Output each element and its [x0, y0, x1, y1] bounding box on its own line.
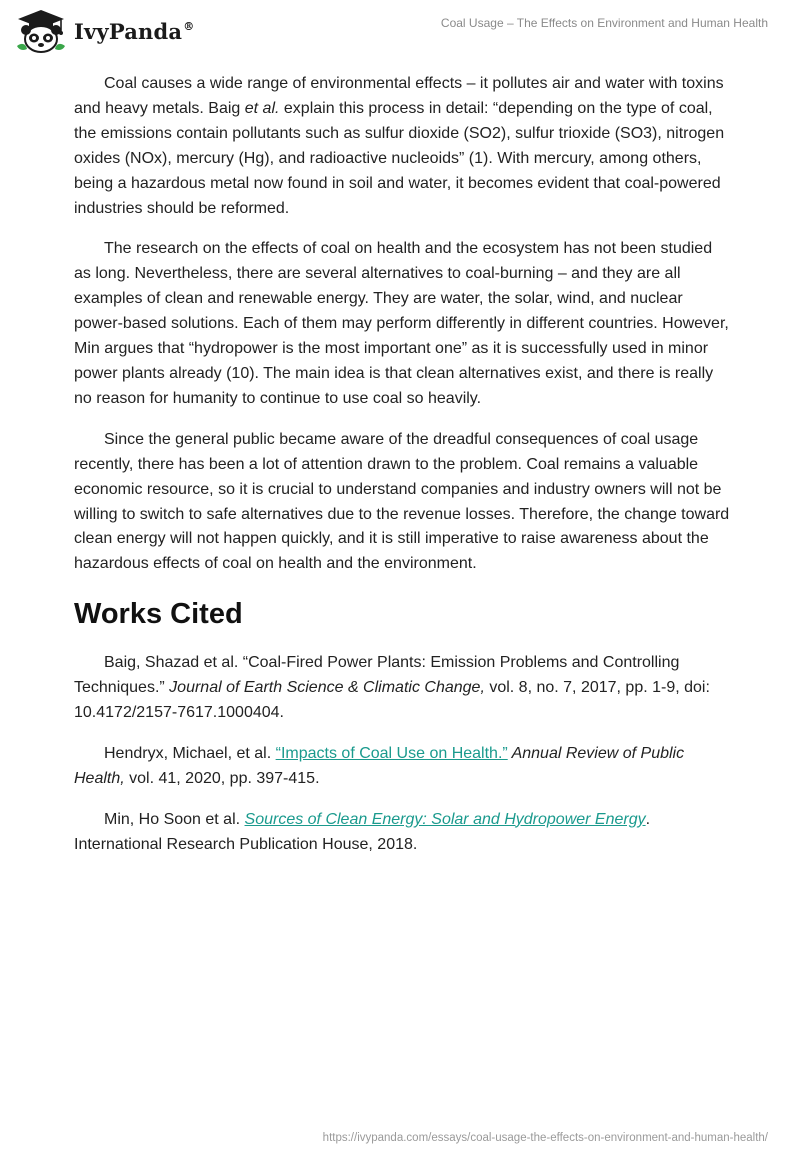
citation-3: Min, Ho Soon et al. Sources of Clean Energy: Solar and Hydropower Energy. International Research Publication House, 2018. [74, 810, 651, 853]
citation-2: Hendryx, Michael, et al. “Impacts of Coal Use on Health.” Annual Review of Public Health, vol. 41, 2020, pp. 397-415. [74, 744, 685, 787]
source-url[interactable]: https://ivypanda.com/essays/coal-usage-the-effects-on-environment-and-human-health/ [322, 1132, 768, 1144]
paragraph-1: Coal causes a wide range of environmental effects – it pollutes air and water with toxins and heavy metals. Baig et al. explain this process in detail: “depending on the type of coal, the emissions contain pollutants such as sulfur dioxide (SO2), sulfur trioxide (SO3), nitrogen oxides (NOx), mercury (Hg), and radioactive nucleoids” (1). With mercury, among others, being a hazardous metal now found in soil and water, it becomes evident that coal-powered industries should be reformed. [74, 75, 725, 217]
citation-3-link[interactable]: Sources of Clean Energy: Solar and Hydropower Energy [244, 810, 646, 828]
paragraph-2: The research on the effects of coal on health and the ecosystem has not been studied as long. Nevertheless, there are several alternatives to coal-burning – and they are all examples of clean and renewable energy. They are water, the solar, wind, and nuclear power-based solutions. Each of them may perform differently in different countries. However, Min argues that “hydropower is the most important one” as it is successfully used in minor power plants already (10). The main idea is that clean alternatives exist, and there is really no reason for humanity to continue to use coal so heavily. [74, 240, 729, 407]
citation-2-link[interactable]: “Impacts of Coal Use on Health.” [275, 744, 508, 762]
essay-content [74, 72, 730, 874]
brand-name: IvyPanda® [74, 18, 195, 44]
citation-1: Baig, Shazad et al. “Coal-Fired Power Plants: Emission Problems and Controlling Techniques.” Journal of Earth Science & Climatic Change, vol. 8, no. 7, 2017, pp. 1-9, doi: 10.4172/2157-7617.1000404. [74, 654, 710, 722]
page-header [0, 0, 800, 60]
works-cited-heading: Works Cited [74, 598, 243, 631]
paragraph-3: Since the general public became aware of the dreadful consequences of coal usage recently, there has been a lot of attention drawn to the problem. Coal remains a valuable economic resource, so it is crucial to understand companies and industry owners will not be willing to switch to safe alternatives due to the revenue losses. Therefore, the change toward clean energy will not happen quickly, and it is still imperative to raise awareness about the hazardous effects of coal on health and the environment. [74, 430, 730, 573]
panda-graduate-icon [14, 8, 68, 54]
document-title: Coal Usage – The Effects on Environment and Human Health [440, 16, 768, 30]
ivypanda-logo[interactable] [14, 8, 194, 54]
